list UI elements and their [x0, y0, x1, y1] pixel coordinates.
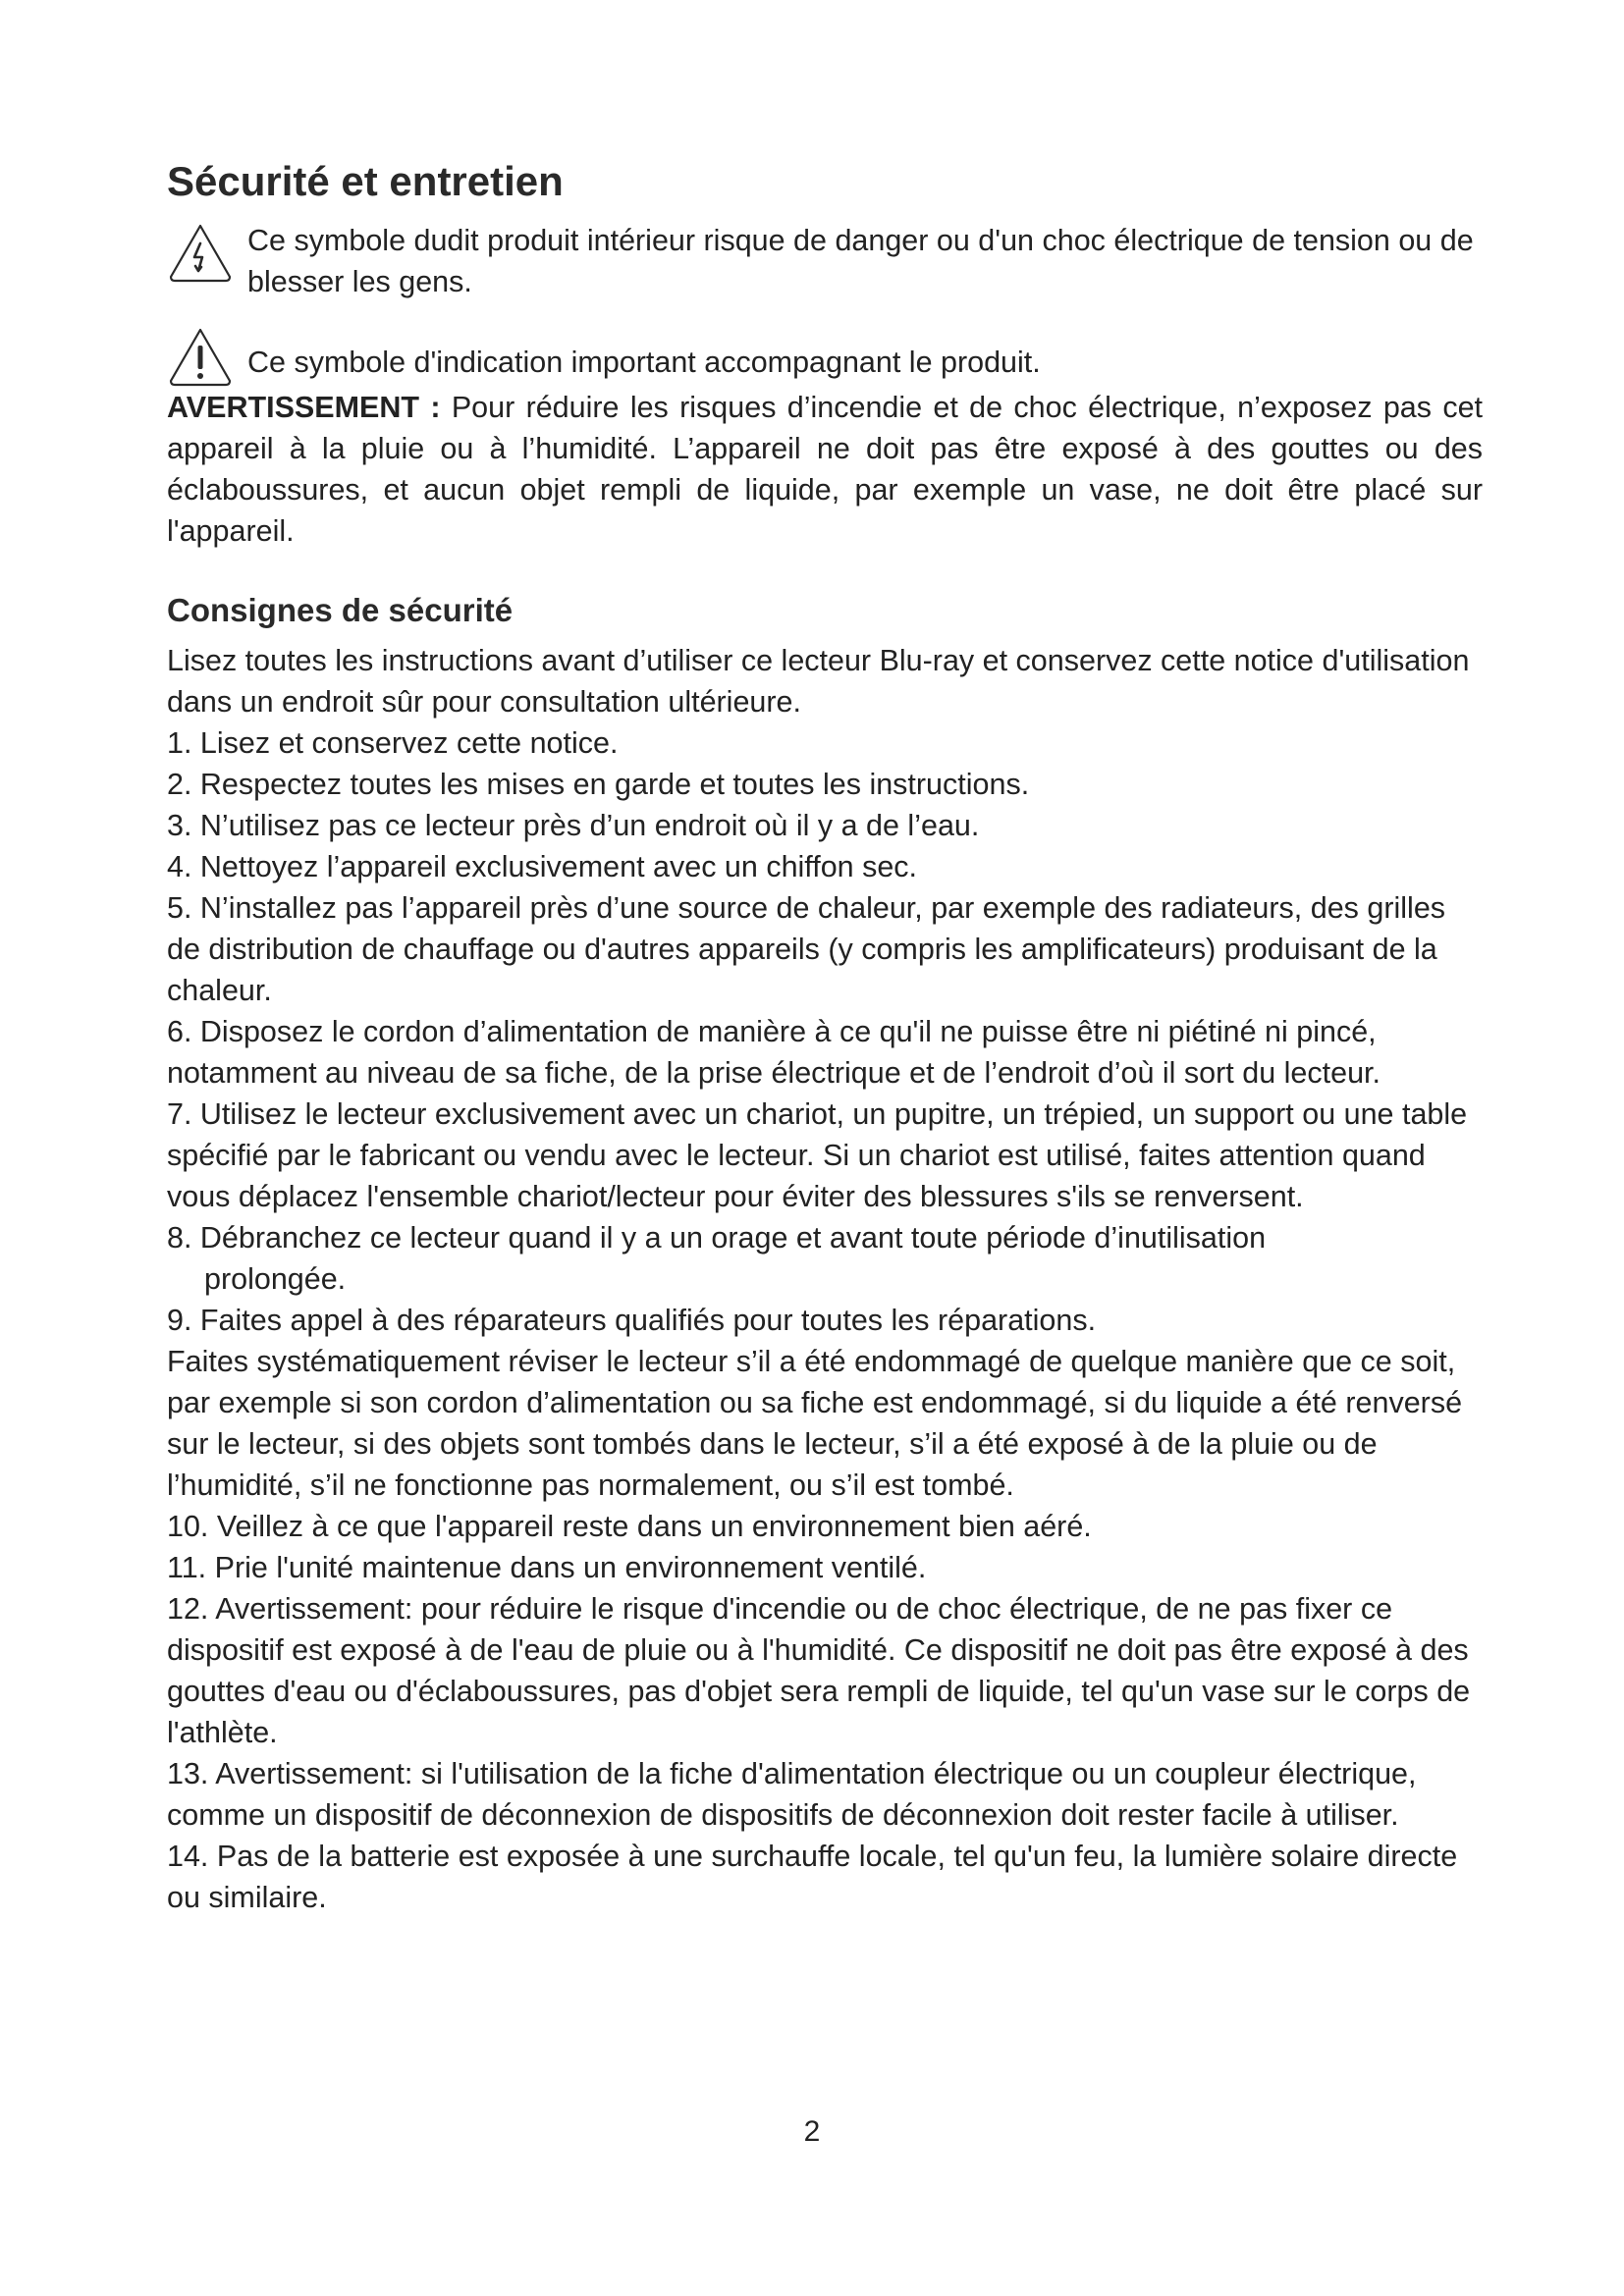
list-item: 7. Utilisez le lecteur exclusivement avec un chariot, un pupitre, un trépied, un support ou une table spécifié par le fabricant ou vendu avec le lecteur. Si un chariot est utilisé, faites attention quand vous déplacez l'ensemble chariot/lecteur pour éviter des blessures s'ils se renversent. — [167, 1096, 1468, 1213]
list-item: 3. N’utilisez pas ce lecteur près d’un endroit où il y a de l’eau. — [167, 808, 980, 842]
page-number: 2 — [803, 2115, 821, 2148]
list-item: 1. Lisez et conservez cette notice. — [167, 725, 619, 760]
section-heading: Consignes de sécurité — [167, 592, 514, 629]
list-item: 2. Respectez toutes les mises en garde et toutes les instructions. — [167, 767, 1030, 801]
list-item-continuation: prolongée. — [204, 1261, 347, 1296]
warning-paragraph — [167, 387, 1483, 552]
list-item: 9. Faites appel à des réparateurs qualifiés pour toutes les réparations. — [167, 1303, 1097, 1337]
list-item: 6. Disposez le cordon d’alimentation de manière à ce qu'il ne puisse être ni piétiné ni pincé, notamment au niveau de sa fiche, de la prise électrique et de l’endroit d’où il sort du lecteur. — [167, 1014, 1380, 1090]
symbol-text-lightning: Ce symbole dudit produit intérieur risque de danger ou d'un choc électrique de tension ou de blesser les gens. — [247, 224, 1474, 299]
list-item: 10. Veillez à ce que l'appareil reste dans un environnement bien aéré. — [167, 1509, 1092, 1543]
list-item: 11. Prie l'unité maintenue dans un environnement ventilé. — [167, 1550, 927, 1584]
warning-label: AVERTISSEMENT : — [167, 391, 441, 425]
document-page — [167, 157, 1483, 1918]
lightning-warning-icon — [167, 222, 234, 283]
list-item: 8. Débranchez ce lecteur quand il y a un orage et avant toute période d’inutilisation — [167, 1220, 1267, 1255]
symbol-row-lightning — [167, 220, 1483, 302]
list-item: 4. Nettoyez l’appareil exclusivement avec un chiffon sec. — [167, 849, 918, 883]
warning-text: Pour réduire les risques d’incendie et de choc électrique, n’exposez pas cet appareil à la pluie ou à l’humidité. L’appareil ne doit pas être exposé à des gouttes ou des éclaboussures, et aucun objet rempli de liquide, par exemple un vase, ne doit être placé sur l'appareil. — [167, 391, 1484, 549]
exclamation-warning-icon — [167, 326, 234, 387]
section-intro: Lisez toutes les instructions avant d’utiliser ce lecteur Blu-ray et conservez cette notice d'utilisation dans un endroit sûr pour consultation ultérieure. — [167, 643, 1470, 719]
list-item: 12. Avertissement: pour réduire le risque d'incendie ou de choc électrique, de ne pas fixer ce dispositif est exposé à de l'eau de pluie ou à l'humidité. Ce dispositif ne doit pas être exposé à des gouttes d'eau ou d'éclaboussures, pas d'objet sera rempli de liquide, tel qu'un vase sur le corps de l'athlète. — [167, 1591, 1471, 1749]
list-item: Faites systématiquement réviser le lecteur s’il a été endommagé de quelque manière que ce soit, par exemple si son cordon d’alimentation ou sa fiche est endommagé, si du liquide a été renversé sur le lecteur, si des objets sont tombés dans le lecteur, s’il a été exposé à de la pluie ou de l’humidité, s’il ne fonctionne pas normalement, ou s’il est tombé. — [167, 1344, 1463, 1502]
symbol-row-exclamation — [167, 324, 1483, 387]
page-title: Sécurité et entretien — [167, 158, 564, 204]
symbol-text-exclamation: Ce symbole d'indication important accompagnant le produit. — [247, 346, 1041, 380]
list-item: 13. Avertissement: si l'utilisation de la fiche d'alimentation électrique ou un coupleur électrique, comme un dispositif de déconnexion de dispositifs de déconnexion doit rester facile à utiliser. — [167, 1756, 1417, 1832]
list-item: 5. N’installez pas l’appareil près d’une source de chaleur, par exemple des radiateurs, des grilles de distribution de chauffage ou d'autres appareils (y compris les amplificateurs) produisant de la chaleur. — [167, 890, 1446, 1007]
safety-section — [167, 591, 1483, 1918]
list-item: 14. Pas de la batterie est exposée à une surchauffe locale, tel qu'un feu, la lumière solaire directe ou similaire. — [167, 1839, 1458, 1914]
